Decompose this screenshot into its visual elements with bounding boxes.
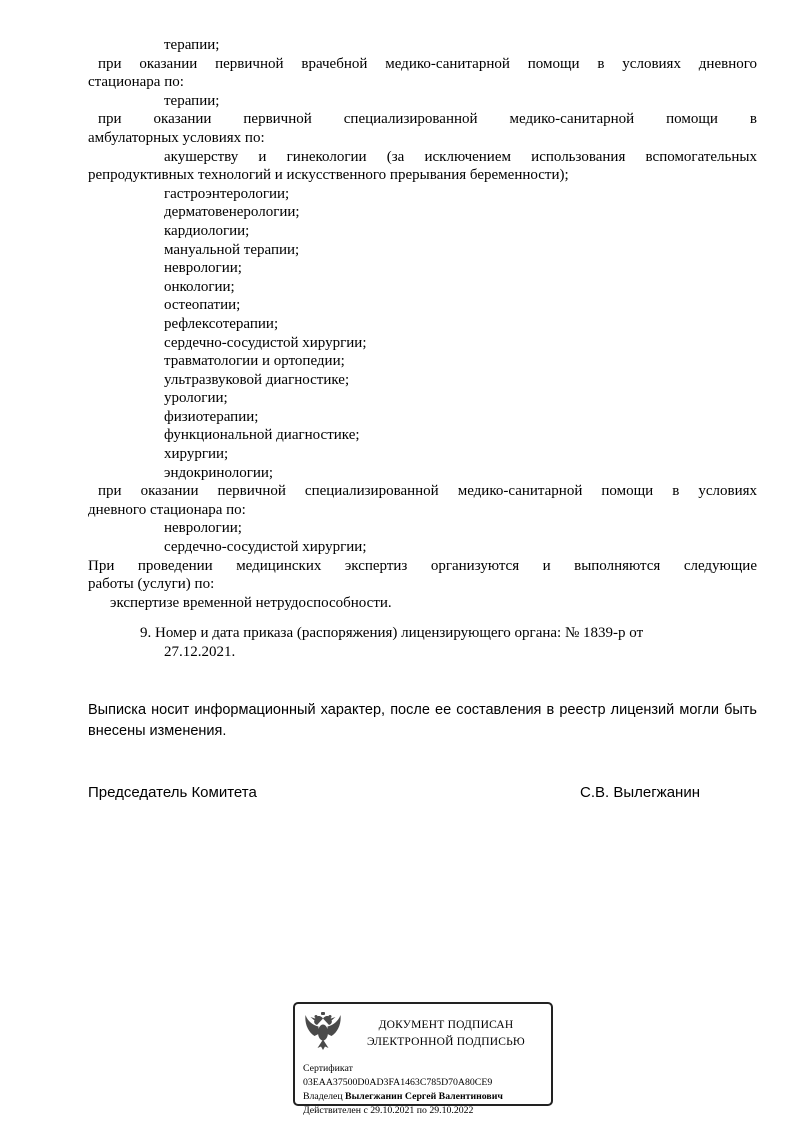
stamp-title-line1: ДОКУМЕНТ ПОДПИСАН xyxy=(378,1018,514,1031)
text-line: акушерству и гинекологии (за исключением использования вспомогательных xyxy=(164,148,757,165)
text-line: терапии; xyxy=(164,92,220,109)
signature-row xyxy=(88,784,757,801)
stamp-details xyxy=(303,1062,543,1118)
text-line: хирургии; xyxy=(164,446,229,463)
text-line: неврологии; xyxy=(164,260,242,277)
text-line: травматологии и ортопедии; xyxy=(164,353,345,370)
text-line: рефлексотерапии; xyxy=(164,315,279,332)
text-line: стационара по: xyxy=(88,74,184,91)
note-line: Выписка носит информационный характер, после ее составления в реестр лицензий могли быть xyxy=(88,701,757,718)
certificate-value: 03EAA37500D0AD3FA1463C785D70A80CE9 xyxy=(303,1076,493,1088)
text-line: экспертизе временной нетрудоспособности. xyxy=(110,594,392,611)
owner-value: Вылегжанин Сергей Валентинович xyxy=(345,1090,503,1102)
text-line: терапии; xyxy=(164,37,220,53)
stamp-title-line2: ЭЛЕКТРОННОЙ ПОДПИСЬЮ xyxy=(367,1036,525,1048)
text-line: при оказании первичной специализированной медико-санитарной помощи в условиях xyxy=(98,483,757,500)
certificate-line xyxy=(303,1062,543,1090)
signatory-title: Председатель Комитета xyxy=(88,783,257,801)
text-line: дневного стационара по: xyxy=(88,501,246,518)
license-works-list xyxy=(88,36,757,612)
text-line: ультразвуковой диагностике; xyxy=(164,371,350,388)
text-line: сердечно-сосудистой хирургии; xyxy=(164,334,367,351)
informational-note xyxy=(88,700,757,742)
stamp-header xyxy=(303,1011,543,1057)
owner-line xyxy=(303,1090,543,1104)
text-line: дерматовенерологии; xyxy=(164,204,300,221)
double-headed-eagle-icon xyxy=(303,1011,343,1057)
text-line: При проведении медицинских экспертиз организуются и выполняются следующие xyxy=(88,557,757,574)
signatory-name: С.В. Вылегжанин xyxy=(579,783,700,801)
text-line: работы (услуги) по: xyxy=(88,576,215,593)
owner-label: Владелец xyxy=(303,1090,343,1102)
text-line: гастроэнтерологии; xyxy=(164,185,290,202)
text-line: остеопатии; xyxy=(164,297,241,314)
text-line: мануальной терапии; xyxy=(164,241,300,258)
text-line: эндокринологии; xyxy=(164,464,274,481)
text-line: неврологии; xyxy=(164,520,242,537)
text-line: физиотерапии; xyxy=(164,408,259,425)
text-line: онкологии; xyxy=(164,278,235,295)
text-line: сердечно-сосудистой хирургии; xyxy=(164,539,367,556)
stamp-title xyxy=(349,1017,543,1052)
text-line: урологии; xyxy=(164,390,228,407)
validity-line: Действителен с 29.10.2021 по 29.10.2022 xyxy=(303,1104,474,1116)
order-number-section xyxy=(88,624,757,661)
electronic-signature-stamp xyxy=(293,1002,553,1116)
note-line: внесены изменения. xyxy=(88,722,227,739)
order-number-line: 9. Номер и дата приказа (распоряжения) лицензирующего органа: № 1839-р от xyxy=(140,625,644,642)
text-line: репродуктивных технологий и искусственного прерывания беременности); xyxy=(88,167,569,184)
certificate-label: Сертификат xyxy=(303,1063,353,1074)
text-line: амбулаторных условиях по: xyxy=(88,129,265,146)
text-line: при оказании первичной врачебной медико-санитарной помощи в условиях дневного xyxy=(98,55,757,72)
order-date-line: 27.12.2021. xyxy=(164,644,236,660)
text-line: при оказании первичной специализированной медико-санитарной помощи в xyxy=(98,111,757,128)
text-line: кардиологии; xyxy=(164,222,250,239)
text-line: функциональной диагностике; xyxy=(164,427,360,444)
